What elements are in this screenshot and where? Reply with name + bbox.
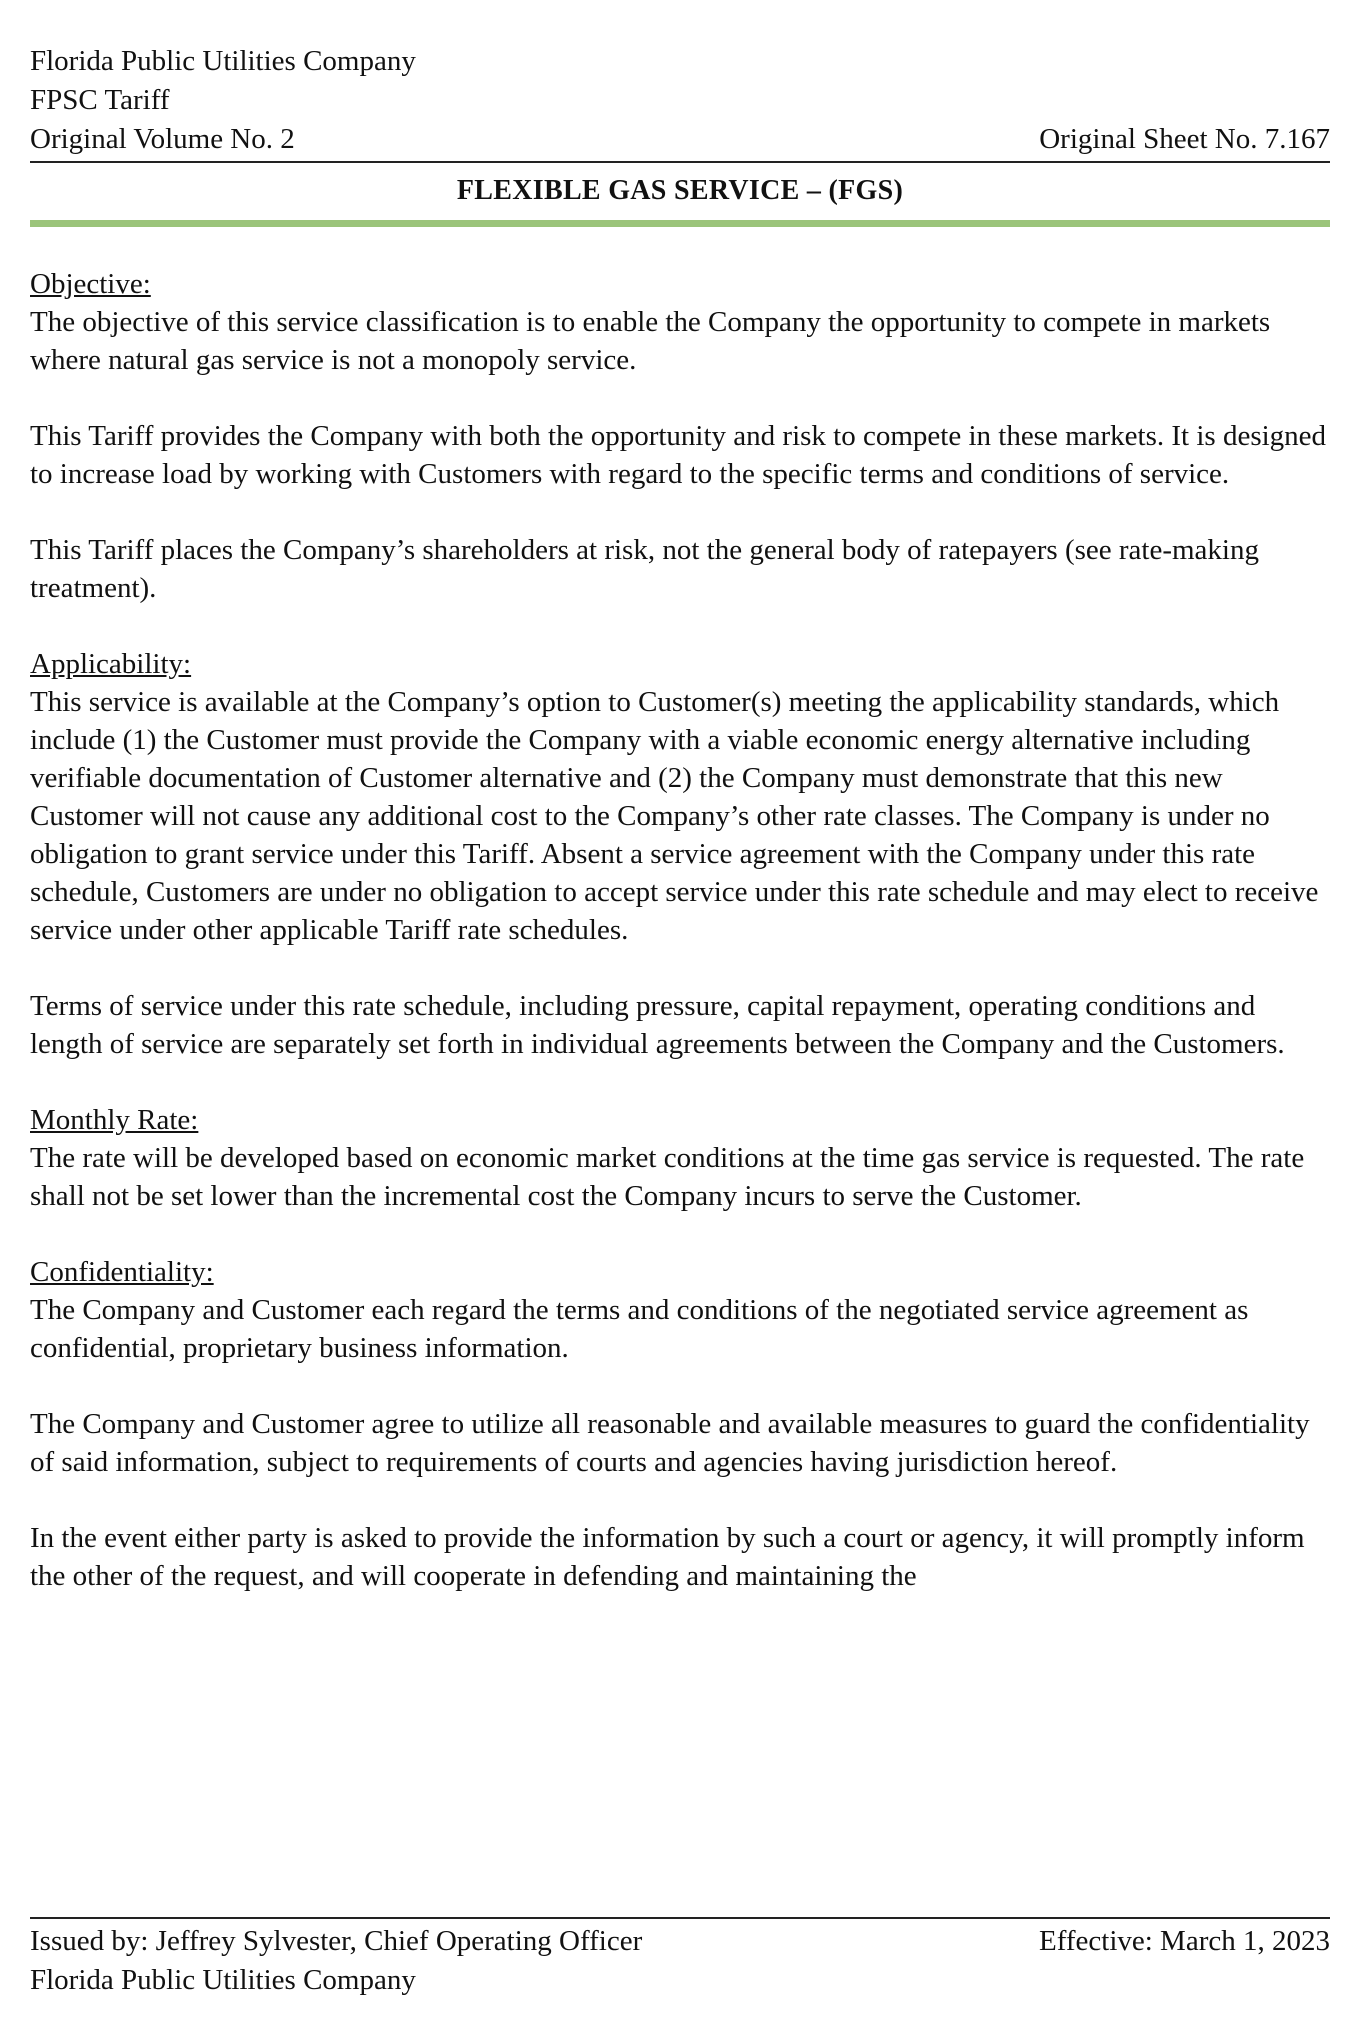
section-monthly-rate	[30, 1101, 1330, 1215]
header-company: Florida Public Utilities Company	[30, 45, 416, 77]
confidentiality-paragraph-2: The Company and Customer agree to utilize all reasonable and available measures to guard the confidentiality of said information, subject to requirements of courts and agencies having jurisdiction hereof.	[30, 1408, 1310, 1478]
objective-paragraph-2: This Tariff provides the Company with both the opportunity and risk to compete in these markets. It is designed to increase load by working with Customers with regard to the specific terms and conditions of service.	[30, 420, 1327, 490]
monthly-rate-paragraph-1: The rate will be developed based on economic market conditions at the time gas service is requested. The rate shall not be set lower than the incremental cost the Company incurs to serve the Customer.	[30, 1142, 1305, 1212]
tariff-page	[30, 0, 1330, 2026]
footer-issued-by: Issued by: Jeffrey Sylvester, Chief Operating Officer	[30, 1925, 643, 1957]
header-volume: Original Volume No. 2	[30, 123, 295, 155]
header-volume-row	[30, 120, 1330, 159]
confidentiality-heading: Confidentiality:	[30, 1256, 214, 1288]
applicability-paragraph-1: This service is available at the Company’s option to Customer(s) meeting the applicability standards, which include (1) the Customer must provide the Company with a viable economic energy alternative including verifiable documentation of Customer alternative and (2) the Company must demonstrate that this new Customer will not cause any additional cost to the Company’s other rate classes. The Company is under no obligation to grant service under this Tariff. Absent a service agreement with the Company under this rate schedule, Customers are under no obligation to accept service under this rate schedule and may elect to receive service under other applicable Tariff rate schedules.	[30, 686, 1319, 946]
confidentiality-paragraph-1: The Company and Customer each regard the terms and conditions of the negotiated service agreement as confidential, proprietary business information.	[30, 1294, 1249, 1364]
section-applicability	[30, 645, 1330, 1063]
objective-paragraph-1: The objective of this service classification is to enable the Company the opportunity to compete in markets where natural gas service is not a monopoly service.	[30, 306, 1271, 376]
document-title: FLEXIBLE GAS SERVICE – (FGS)	[456, 175, 904, 206]
confidentiality-paragraph-3: In the event either party is asked to provide the information by such a court or agency, it will promptly inform the other of the request, and will cooperate in defending and maintaining the	[30, 1522, 1305, 1592]
header-tariff: FPSC Tariff	[30, 84, 170, 116]
footer-issued-row	[30, 1922, 1330, 1961]
page-header	[30, 42, 1330, 159]
footer-effective-date: Effective: March 1, 2023	[1039, 1925, 1330, 1957]
footer-company: Florida Public Utilities Company	[30, 1964, 416, 1996]
footer-divider	[30, 1917, 1330, 1919]
title-divider-green	[30, 220, 1330, 227]
header-divider	[30, 161, 1330, 163]
page-footer	[30, 1922, 1330, 2000]
section-objective	[30, 265, 1330, 607]
objective-heading: Objective:	[30, 268, 151, 300]
objective-paragraph-3: This Tariff places the Company’s shareholders at risk, not the general body of ratepayers (see rate-making treatment).	[30, 534, 1259, 604]
document-body	[30, 265, 1330, 1595]
applicability-paragraph-2: Terms of service under this rate schedule, including pressure, capital repayment, operating conditions and length of service are separately set forth in individual agreements between the Company and the Customers.	[30, 990, 1285, 1060]
applicability-heading: Applicability:	[30, 648, 192, 680]
monthly-rate-heading: Monthly Rate:	[30, 1104, 199, 1136]
section-confidentiality	[30, 1253, 1330, 1595]
header-sheet-number: Original Sheet No. 7.167	[1039, 123, 1330, 155]
